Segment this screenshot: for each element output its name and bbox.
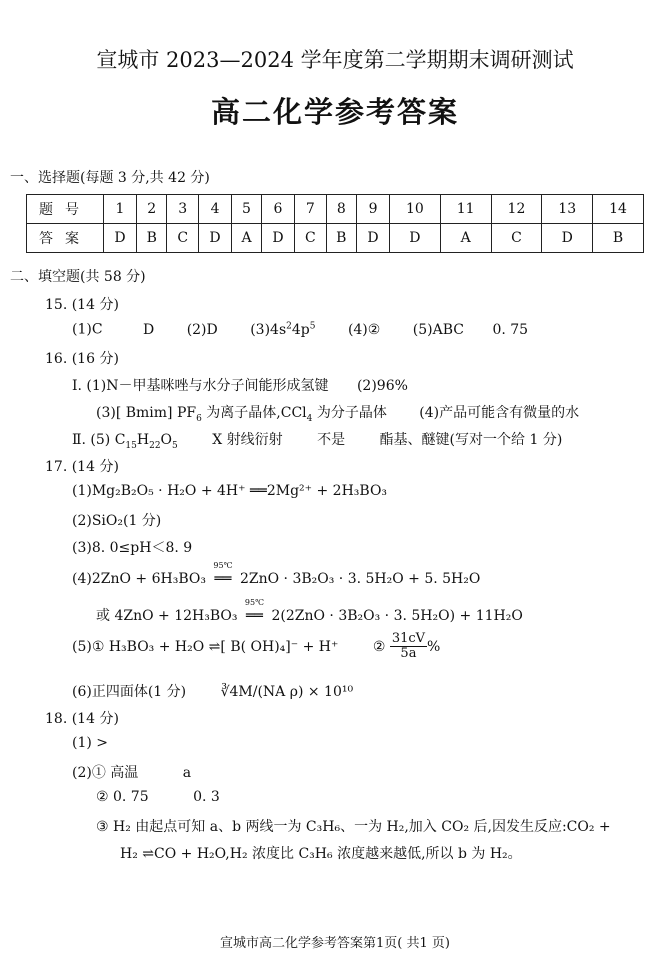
row-label-answer: 答案: [27, 224, 104, 253]
q15-part4: (4)②: [347, 321, 381, 338]
answer-cell: A: [232, 224, 262, 253]
answer-cell: D: [199, 224, 232, 253]
q16-part5-o: O: [160, 432, 173, 448]
q18-part1: (1) >: [72, 735, 109, 751]
answer-cell: B: [136, 224, 166, 253]
q18-part2-3: ③ H₂ 由起点可知 a、b 两线一为 C₃H₆、一为 H₂,加入 CO₂ 后,因发生反应:CO₂ +: [96, 819, 611, 835]
q18-part2-1b: a: [182, 765, 192, 781]
q17-equation-5: [96, 598, 523, 625]
q17-fraction: [390, 632, 427, 662]
q17-heading: 17. (14 分): [45, 459, 119, 475]
q17-part3: (3)8. 0≤pH＜8. 9: [72, 540, 193, 556]
q17-formula: ∛4M/(NA ρ) × 10¹⁰: [220, 684, 354, 700]
answer-row: [27, 224, 644, 253]
q16-part3-b: 为离子晶体,CCl: [201, 405, 307, 421]
q-number: 1: [104, 195, 137, 224]
q18-part2-1: (2)① 高温: [72, 765, 139, 781]
q-number: 7: [295, 195, 327, 224]
q16-heading: 16. (16 分): [45, 351, 119, 367]
q17-percent: %: [427, 638, 441, 655]
q-number: 2: [136, 195, 166, 224]
q17-fraction-denominator: 5a: [400, 646, 417, 662]
q16-part5-sub2: 22: [149, 440, 161, 451]
q16-part5-h: H: [136, 432, 150, 448]
answer-cell: B: [593, 224, 644, 253]
answer-cell: C: [295, 224, 327, 253]
q18-explanation: H₂ ⇌CO + H₂O,H₂ 浓度比 C₃H₆ 浓度越来越低,所以 b 为 H₂。: [120, 846, 522, 862]
q15-part2: (2)D: [186, 321, 218, 338]
q15-part3: [250, 322, 315, 338]
document-subtitle: 高二化学参考答案: [210, 95, 459, 129]
q18-line2: [72, 762, 191, 782]
q16-part5-a: Ⅱ. (5) C: [72, 432, 126, 448]
q17-eq5-left: 或 4ZnO + 12H₃BO₃: [96, 608, 238, 624]
q-number: 13: [542, 195, 593, 224]
answer-cell: B: [326, 224, 356, 253]
q16-part3-a: (3)[ Bmim] PF: [96, 405, 197, 421]
q-number: 11: [440, 195, 491, 224]
q17-part5-2: ②: [372, 638, 386, 655]
q18-part2-2b: 0. 3: [193, 789, 220, 805]
q17-eq5-arrow: 95℃ ══: [237, 608, 271, 624]
q16-method: X 射线衍射: [212, 432, 283, 448]
q16-part5-sub1: 15: [125, 440, 137, 451]
q15-part1: (1)C: [72, 321, 103, 338]
answer-cell: C: [167, 224, 199, 253]
q17-equation-6: (5)① H₃BO₃ + H₂O ⇌[ B( OH)₄]⁻ + H⁺: [72, 638, 339, 655]
q16-functional-groups: 酯基、醚键(写对一个给 1 分): [379, 432, 563, 448]
q-number: 12: [491, 195, 542, 224]
section2-heading: 二、填空题(共 58 分): [10, 269, 146, 285]
q17-fraction-numerator: 31cV: [391, 631, 426, 646]
q16-part3-sub2: 4: [306, 413, 313, 424]
q15-part3-sup1: 2: [286, 321, 292, 331]
q17-equation-1: (1)Mg₂B₂O₅ · H₂O + 4H⁺ ══2Mg²⁺ + 2H₃BO₃: [72, 483, 388, 499]
q17-eq4-condition: 95℃: [213, 561, 233, 570]
q15-part5: (5)ABC: [412, 321, 464, 338]
answer-cell: D: [104, 224, 137, 253]
q-number: 9: [357, 195, 390, 224]
q-number: 14: [593, 195, 644, 224]
answer-cell: D: [357, 224, 390, 253]
q15-part1b: D: [143, 321, 155, 338]
q17-part2: (2)SiO₂(1 分): [72, 513, 162, 529]
q16-part3-sub1: 6: [196, 413, 202, 424]
q-number: 4: [199, 195, 232, 224]
answer-cell: D: [390, 224, 441, 253]
q-number: 6: [262, 195, 295, 224]
q16-judgement: 不是: [317, 432, 346, 448]
q15-part5b: 0. 75: [492, 321, 529, 338]
q17-eq4-left: (4)2ZnO + 6H₃BO₃: [72, 571, 206, 587]
q17-part6: (6)正四面体(1 分): [72, 684, 187, 700]
q16-part5-sub3: 5: [172, 440, 178, 451]
answer-cell: C: [491, 224, 542, 253]
section1-heading: 一、选择题(每题 3 分,共 42 分): [10, 170, 210, 186]
q15-answer-line: [72, 321, 528, 338]
q-number: 5: [232, 195, 262, 224]
q16-part3-c: 为分子晶体: [312, 405, 387, 421]
answer-cell: D: [262, 224, 295, 253]
q17-eq4-right: 2ZnO · 3B₂O₃ · 3. 5H₂O + 5. 5H₂O: [239, 571, 481, 587]
q-number: 8: [326, 195, 356, 224]
q16-line3: [72, 429, 562, 451]
q15-part3-b: 4p: [291, 321, 310, 338]
q-number: 3: [167, 195, 199, 224]
q18-heading: 18. (14 分): [45, 711, 119, 727]
answer-table: [26, 194, 644, 253]
document-title: 宣城市 2023—2024 学年度第二学期期末调研测试: [96, 48, 574, 72]
question-number-row: [27, 195, 644, 224]
q18-part2-2: ② 0. 75: [96, 789, 149, 805]
q16-part5: [72, 432, 178, 451]
q16-part1: Ⅰ. (1)N－甲基咪唑与水分子间能形成氢键: [72, 378, 329, 394]
q18-line3: [96, 789, 220, 805]
q16-part2: (2)96%: [356, 378, 408, 394]
q15-part3-sup2: 5: [309, 321, 316, 331]
row-label-number: 题号: [27, 195, 104, 224]
answer-cell: A: [440, 224, 491, 253]
q16-part3: [96, 405, 387, 424]
q15-part3-a: (3)4s: [250, 321, 287, 338]
q17-eq5-right: 2(2ZnO · 3B₂O₃ · 3. 5H₂O) + 11H₂O: [271, 608, 523, 624]
q17-line6: [72, 632, 440, 662]
q16-line1: [72, 375, 408, 395]
q16-part4: (4)产品可能含有微量的水: [419, 405, 580, 421]
q17-line7: [72, 681, 353, 701]
q17-equation-4: [72, 561, 481, 587]
q15-heading: 15. (14 分): [45, 297, 119, 313]
answer-cell: D: [542, 224, 593, 253]
q-number: 10: [390, 195, 441, 224]
q17-eq5-condition: 95℃: [244, 598, 265, 607]
q17-eq4-arrow: 95℃ ══: [206, 571, 240, 587]
page-footer: 宣城市高二化学参考答案第1页( 共1 页): [220, 936, 450, 951]
q16-line2: [96, 402, 579, 424]
